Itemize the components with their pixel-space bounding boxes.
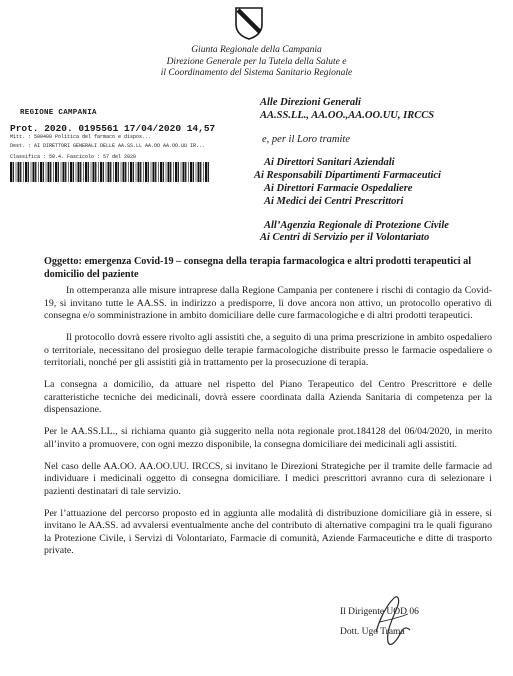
recipient-line: Ai Medici dei Centri Prescrittori xyxy=(264,195,404,207)
stamp-region: REGIONE CAMPANIA xyxy=(20,109,97,117)
letterhead-line-2: Direzione Generale per la Tutela della Salute e xyxy=(166,56,347,67)
letter-body xyxy=(44,285,492,567)
recipient-line: Alle Direzioni Generali xyxy=(260,97,361,108)
body-paragraph: La consegna a domicilio, da attuare nel rispetto del Piano Terapeutico del Centro Prescrittore e delle caratteristiche tecniche dei medicinali, dovrà essere coordinata dalla Azienda Sanitaria di competenza per la dispensazione. xyxy=(44,379,492,415)
recipient-line: All’Agenzia Regionale di Protezione Civile xyxy=(264,219,449,231)
stamp-sender: Mitt. : 500400 Politica del farmaco e dispos... xyxy=(10,134,152,140)
stamp-recipient: Dest. : AI DIRETTORI GENERALI DELLE AA.SS.LL AA.OO AA.OO.UU IR... xyxy=(10,143,206,149)
handwritten-signature-icon xyxy=(368,592,418,652)
body-paragraph: In ottemperanza alle misure intraprese dalla Regione Campania per contenere i rischi di contagio da Covid-19, si invitano tutte le AA.SS. in indirizzo a predisporre, lì dove ancora non attivo, un protocollo operativo di consegna e/o somministrazione in ambito domiciliare delle cure farmacologiche e di altri prodotti terapeutici. xyxy=(44,285,492,321)
letterhead-line-1: Giunta Regionale della Campania xyxy=(191,45,322,55)
body-paragraph: Nel caso delle AA.OO. AA.OO.UU. IRCCS, si invitano le Direzioni Strategiche per il tramite delle farmacie ad individuare i medicinali oggetto di consegna domiciliare. I medici prescrittori avranno cura di selezionare i pazienti destinatari di tale servizio. xyxy=(44,460,492,497)
stamp-protocol-number: Prot. 2020. 0195561 17/04/2020 14,57 xyxy=(10,123,216,134)
recipient-line: Ai Responsabili Dipartimenti Farmaceutici xyxy=(254,170,441,182)
stamp-classification: Classifica : 50.4. Fascicolo : 57 del 2020 xyxy=(10,154,137,160)
protocol-stamp xyxy=(10,109,230,187)
recipient-line: e, per il Loro tramite xyxy=(262,133,350,145)
letterhead xyxy=(0,45,513,80)
barcode-icon xyxy=(10,162,210,182)
recipient-line: Ai Direttori Sanitari Aziendali xyxy=(264,157,395,169)
body-paragraph: Per l’attuazione del percorso proposto ed in aggiunta alle modalità di distribuzione domiciliare già in essere, si invitano le AA.SS. ad avvalersi eventualmente anche del contributo di alternative compagini tra le quali figurano la Protezione Civile, i Servizi di Volontariato, Farmacie di comunità, Aziende Farmaceutiche e ditte di trasporto private. xyxy=(44,507,492,556)
subject-line: Oggetto: emergenza Covid-19 – consegna della terapia farmacologica e altri prodotti terapeutici al domicilio del paziente xyxy=(44,256,472,280)
recipient-line: Ai Direttori Farmacie Ospedaliere xyxy=(264,182,413,194)
signer-title: Il Dirigente UOD 06 xyxy=(340,607,419,617)
region-emblem-icon xyxy=(234,6,264,40)
letterhead-line-3: il Coordinamento del Sistema Sanitario Regionale xyxy=(160,68,353,78)
recipient-line: Ai Centri di Servizio per il Volontariato xyxy=(260,232,430,244)
body-paragraph: Per le AA.SS.LL., si richiama quanto già suggerito nella nota regionale prot.184128 del 06/04/2020, in merito all’invito a promuovere, con ogni mezzo disponibile, la consegna domiciliare dei medicinali agli assistiti. xyxy=(44,426,492,450)
body-paragraph: Il protocollo dovrà essere rivolto agli assistiti che, a seguito di una prima prescrizione in ambito ospedaliero o territoriale, necessitano del prosieguo delle terapie farmacologiche distribuite presso le farmacie ospedaliere o territoriali, nonché per gli assistiti già in trattamento per la prosecuzione di terapia. xyxy=(44,332,492,368)
recipients-block xyxy=(254,97,510,245)
signature-block xyxy=(340,602,510,642)
recipient-line: AA.SS.LL., AA.OO.,AA.OO.UU, IRCCS xyxy=(260,109,435,121)
signer-name: Dott. Ugo Trama xyxy=(340,627,405,637)
